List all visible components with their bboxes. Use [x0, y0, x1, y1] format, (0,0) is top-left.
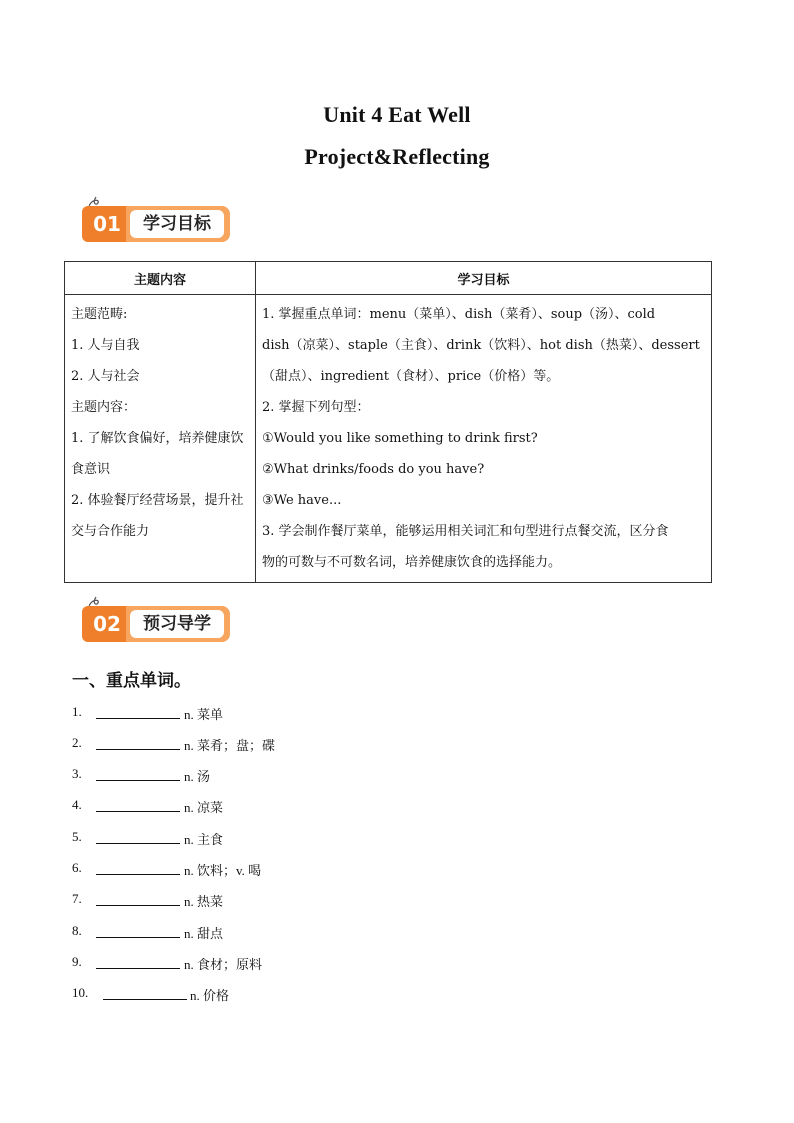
item-meaning: n. 汤 [184, 769, 211, 784]
answer-blank[interactable] [96, 968, 180, 969]
table-header: 学习目标 [256, 262, 712, 295]
item-number: 1. [72, 704, 82, 719]
cell-line: 1. 人与自我 [71, 338, 140, 353]
answer-blank[interactable] [96, 811, 180, 812]
theme-content-cell [65, 295, 256, 583]
cell-line: 3. 学会制作餐厅菜单，能够运用相关词汇和句型进行点餐交流，区分食 [262, 524, 669, 539]
list-item [72, 985, 372, 1005]
badge-label: 预习导学 [130, 610, 224, 638]
badge-label: 学习目标 [130, 210, 224, 238]
answer-blank[interactable] [96, 874, 180, 875]
answer-blank[interactable] [96, 718, 180, 719]
badge-label-box [126, 206, 230, 242]
answer-blank[interactable] [96, 905, 180, 906]
answer-blank[interactable] [96, 843, 180, 844]
item-meaning: n. 饮料；v. 喝 [184, 863, 262, 878]
list-item [72, 923, 372, 943]
cell-line: dish（凉菜）、staple（主食）、drink（饮料）、hot dish（热菜）、dessert [262, 338, 700, 353]
badge-number: 02 [82, 606, 132, 642]
list-item [72, 891, 372, 911]
learning-goals-cell [256, 295, 712, 583]
item-number: 7. [72, 891, 82, 906]
item-number: 4. [72, 797, 82, 812]
badge-label-box [126, 606, 230, 642]
cell-line: 2. 掌握下列句型： [262, 400, 370, 415]
item-number: 8. [72, 923, 82, 938]
item-meaning: n. 价格 [190, 988, 230, 1003]
cell-line: 主题内容： [71, 400, 137, 415]
item-meaning: n. 甜点 [184, 926, 224, 941]
item-meaning: n. 菜单 [184, 707, 224, 722]
list-item [72, 954, 372, 974]
item-number: 9. [72, 954, 82, 969]
item-meaning: n. 主食 [184, 832, 224, 847]
cell-line: 2. 人与社会 [71, 369, 140, 384]
answer-blank[interactable] [96, 937, 180, 938]
cell-line: 2. 体验餐厅经营场景，提升社 [71, 493, 244, 508]
item-meaning: n. 食材；原料 [184, 957, 263, 972]
section-badge-preview [82, 600, 232, 648]
objectives-table [64, 261, 712, 583]
document-subtitle: Project&Reflecting [304, 144, 490, 169]
list-item [72, 860, 372, 880]
cell-line: ①Would you like something to drink first? [262, 431, 538, 446]
cell-line: 1. 了解饮食偏好，培养健康饮 [71, 431, 244, 446]
cell-line: ③We have... [262, 493, 342, 508]
answer-blank[interactable] [96, 780, 180, 781]
cell-line: （甜点）、ingredient（食材）、price（价格）等。 [262, 369, 560, 384]
section-heading: 一、重点单词。 [72, 671, 191, 691]
cell-line: ②What drinks/foods do you have? [262, 462, 485, 477]
item-number: 3. [72, 766, 82, 781]
answer-blank[interactable] [96, 749, 180, 750]
cell-line: 食意识 [71, 462, 111, 477]
item-number: 6. [72, 860, 82, 875]
list-item [72, 797, 372, 817]
item-meaning: n. 菜肴；盘；碟 [184, 738, 276, 753]
answer-blank[interactable] [103, 999, 187, 1000]
cell-line: 物的可数与不可数名词，培养健康饮食的选择能力。 [262, 555, 562, 570]
item-meaning: n. 热菜 [184, 894, 224, 909]
cell-line: 交与合作能力 [71, 524, 150, 539]
item-number: 5. [72, 829, 82, 844]
item-number: 2. [72, 735, 82, 750]
cell-line: 1. 掌握重点单词：menu（菜单）、dish（菜肴）、soup（汤）、cold [262, 307, 656, 322]
item-number: 10. [72, 985, 89, 1000]
list-item [72, 829, 372, 849]
item-meaning: n. 凉菜 [184, 800, 224, 815]
badge-number: 01 [82, 206, 132, 242]
cell-line: 主题范畴: [71, 307, 128, 322]
list-item [72, 735, 372, 755]
section-badge-objectives [82, 200, 232, 248]
table-header: 主题内容 [65, 262, 256, 295]
document-title: Unit 4 Eat Well [323, 102, 471, 127]
list-item [72, 766, 372, 786]
list-item [72, 704, 372, 724]
